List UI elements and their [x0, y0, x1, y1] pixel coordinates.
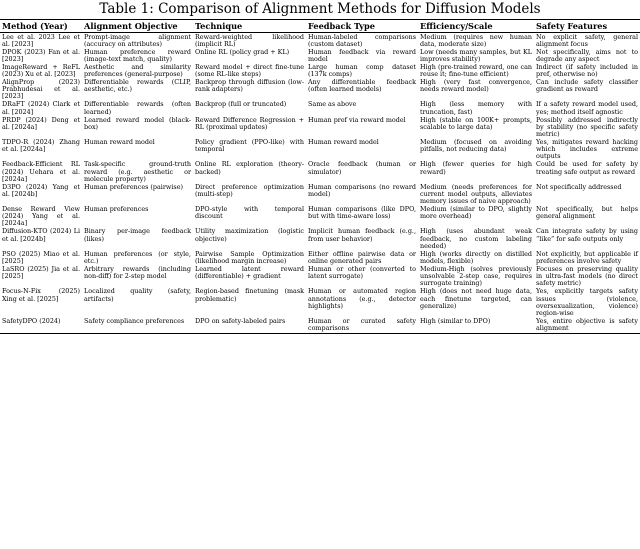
cell-alignment-objective: Learned reward model (black-box)	[84, 116, 191, 131]
cell-technique: Backprop through diffusion (low-rank adapters)	[195, 78, 304, 94]
cell-efficiency-scale: High (uses abundant weak feedback, no custom labeling needed)	[420, 227, 532, 250]
cell-method: DPOK (2023) Fan et al. [2023]	[2, 48, 80, 63]
cell-alignment-objective: Human preferences (or style, etc.)	[84, 250, 191, 265]
table-row	[0, 33, 640, 49]
cell-alignment-objective: Human preferences	[84, 205, 149, 214]
header-feedback-type: Feedback Type	[306, 20, 418, 33]
cell-alignment-objective: Arbitrary rewards (including non-diff) for 2-step model	[84, 265, 191, 281]
table-row	[0, 206, 640, 228]
cell-feedback-type: Human pref via reward model	[308, 116, 406, 124]
cell-technique: Direct preference optimization (multi-step)	[195, 183, 304, 198]
cell-safety-features: No explicit safety, general alignment focus	[536, 32, 638, 48]
cell-method: TDPO-R (2024) Zhang et al. [2024a]	[2, 138, 80, 154]
cell-alignment-objective: Differentiable rewards (CLIP, aesthetic, etc.)	[84, 78, 191, 94]
cell-efficiency-scale: High (similar to DPO)	[418, 317, 534, 333]
cell-alignment-objective: Prompt-image alignment (accuracy on attributes)	[84, 32, 191, 48]
cell-method: D3PO (2024) Yang et al. [2024b]	[2, 183, 80, 198]
cell-technique: Reward model + direct fine-tune (some RL-like steps)	[195, 63, 304, 79]
table-row	[0, 63, 640, 78]
cell-feedback-type: Implicit human feedback (e.g., from user behavior)	[308, 227, 416, 243]
cell-method: DRaFT (2024) Clark et al. [2024]	[2, 100, 80, 116]
cell-technique: Reward-weighted likelihood (implicit RL)	[195, 32, 304, 48]
cell-alignment-objective: Localized quality (safety, artifacts)	[84, 287, 191, 303]
cell-efficiency-scale: Medium (requires new human data, moderate size)	[420, 32, 532, 48]
table-row	[0, 79, 640, 101]
cell-technique: Online RL (policy grad + KL)	[195, 48, 290, 56]
cell-alignment-objective: Human preference reward (image-text match, quality)	[84, 48, 191, 63]
cell-safety-features: Focuses on preserving quality in ultra-fast models (no direct safety metric)	[536, 265, 638, 288]
header-efficiency-scale: Efficiency/Scale	[418, 20, 534, 33]
cell-feedback-type: Oracle feedback (human or simulator)	[308, 160, 416, 176]
cell-technique: Online RL exploration (theory-backed)	[195, 160, 304, 176]
cell-feedback-type: Human comparisons (like DPO, but with time-aware loss)	[308, 205, 416, 221]
cell-technique: Reward Difference Regression + RL (proximal updates)	[195, 116, 304, 131]
cell-feedback-type: Any differentiable feedback (often learned models)	[308, 78, 416, 94]
cell-feedback-type: Human-labeled comparisons (custom dataset)	[308, 32, 416, 48]
cell-safety-features: Could be used for safety by treating safe output as reward	[536, 160, 638, 176]
cell-alignment-objective: Human preferences (pairwise)	[84, 183, 183, 191]
table-row	[0, 288, 640, 318]
cell-method: Diffusion-KTO (2024) Li et al. [2024b]	[2, 227, 80, 243]
header-technique: Technique	[193, 20, 306, 33]
cell-efficiency-scale: Low (needs many samples, but KL improves stability)	[420, 48, 532, 63]
cell-feedback-type: Large human comp dataset (137k comps)	[308, 63, 416, 79]
header-alignment-objective: Alignment Objective	[82, 20, 193, 33]
cell-method: Dense Reward View (2024) Yang et al. [2024a]	[2, 205, 80, 228]
cell-efficiency-scale: High (fewer queries for high reward)	[420, 160, 532, 176]
table-row	[0, 48, 640, 63]
cell-feedback-type: Human or automated region annotations (e.g., detector highlights)	[308, 287, 416, 310]
cell-method: ImageReward + ReFL (2023) Xu et al. [2023]	[2, 63, 80, 79]
table-row	[0, 183, 640, 205]
cell-method: Feedback-Efficient RL (2024) Uehara et al. [2024a]	[2, 160, 80, 183]
cell-feedback-type: Human comparisons (no reward model)	[308, 183, 416, 198]
cell-safety-features: Not specifically, aims not to degrade any aspect	[536, 48, 638, 63]
cell-alignment-objective: Binary per-image feedback (likes)	[84, 227, 191, 243]
table-row	[0, 116, 640, 138]
cell-technique: Pairwise Sample Optimization (likelihood margin increase)	[195, 250, 304, 265]
table-caption: Table 1: Comparison of Alignment Methods for Diffusion Models	[99, 1, 541, 17]
header-method: Method (Year)	[0, 20, 82, 33]
cell-safety-features: Yes, mitigates reward hacking which includes extreme outputs	[536, 138, 638, 161]
table-row	[0, 228, 640, 250]
cell-efficiency-scale: Medium (needs preferences for current model outputs, alleviates memory issues of naive approach)	[420, 183, 532, 206]
cell-feedback-type: Either offline pairwise data or online generated pairs	[308, 250, 416, 265]
cell-efficiency-scale: High (pre-trained reward, one can reuse it; fine-tune efficient)	[420, 63, 532, 79]
cell-safety-features: Not explicitly, but applicable if preferences involve safety	[536, 250, 638, 265]
cell-efficiency-scale: High (works directly on distilled models, flexible)	[420, 250, 532, 265]
cell-method: PRDP (2024) Deng et al. [2024a]	[2, 116, 80, 131]
table-row	[0, 101, 640, 116]
cell-alignment-objective: Task-specific ground-truth reward (e.g. aesthetic or molecule property)	[84, 160, 191, 183]
cell-efficiency-scale: Medium (focused on avoiding pitfalls, not reducing data)	[420, 138, 532, 154]
table-row	[0, 139, 640, 161]
table-row	[0, 266, 640, 288]
cell-safety-features: Not specifically, but helps general alignment	[536, 205, 638, 221]
cell-safety-features: Can integrate safety by using “like” for safe outputs only	[536, 227, 638, 243]
cell-alignment-objective: Safety compliance preferences	[82, 317, 193, 333]
cell-feedback-type: Human feedback via reward model	[308, 48, 416, 63]
cell-method: PSO (2025) Miao et al. [2025]	[2, 250, 80, 265]
table-row	[0, 250, 640, 265]
cell-technique: Policy gradient (PPO-like) with temporal	[195, 138, 304, 154]
cell-alignment-objective: Differentiable rewards (often learned)	[84, 100, 191, 116]
cell-efficiency-scale: Medium (similar to DPO, slightly more overhead)	[420, 205, 532, 221]
cell-method: Focus-N-Fix (2025) Xing et al. [2025]	[2, 287, 80, 303]
cell-efficiency-scale: High (very fast convergence, needs reward model)	[420, 78, 532, 94]
cell-method: SafetyDPO (2024)	[0, 317, 82, 333]
cell-method: LaSRO (2025) Jia et al. [2025]	[2, 265, 80, 281]
cell-method: AlignProp (2023) Prabhudesai et al. [2023]	[2, 78, 80, 101]
comparison-table	[0, 19, 640, 334]
header-safety-features: Safety Features	[534, 20, 640, 33]
cell-alignment-objective: Aesthetic and similarity preferences (general-purpose)	[84, 63, 191, 79]
cell-alignment-objective: Human reward model	[84, 138, 155, 147]
table-row	[0, 161, 640, 183]
cell-safety-features: Yes, entire objective is safety alignment	[536, 317, 638, 333]
cell-technique: Learned latent reward (differentiable) + gradient	[195, 265, 304, 281]
cell-efficiency-scale: High (does not need huge data, each finetune targeted, can generalize)	[420, 287, 532, 310]
cell-technique: Region-based finetuning (mask problematic)	[195, 287, 304, 303]
cell-safety-features: If a safety reward model used, yes; method itself agnostic	[536, 100, 638, 116]
header-row	[0, 20, 640, 33]
cell-feedback-type: Human or other (converted to latent surrogate)	[308, 265, 416, 281]
cell-safety-features: Can include safety classifier gradient as reward	[536, 78, 638, 94]
table-row	[0, 317, 640, 333]
cell-technique: DPO on safety-labeled pairs	[193, 317, 306, 333]
cell-safety-features: Indirect (if safety included in pref, otherwise no)	[536, 63, 638, 79]
cell-feedback-type: Same as above	[308, 100, 357, 109]
cell-method: Lee et al. 2023 Lee et al. [2023]	[2, 32, 80, 48]
cell-technique: DPO-style with temporal discount	[195, 205, 304, 221]
cell-safety-features: Possibly addressed indirectly by stability (no specific safety metric)	[536, 116, 638, 138]
cell-safety-features: Not specifically addressed	[536, 183, 622, 191]
cell-safety-features: Yes, explicitly targets safety issues (violence, oversexualization, violence) region-wise	[536, 287, 638, 317]
cell-efficiency-scale: Medium-High (solves previously unsolvable 2-step case, requires surrogate training)	[420, 265, 532, 288]
cell-feedback-type: Human reward model	[308, 138, 379, 147]
cell-efficiency-scale: High (less memory with truncation, fast)	[420, 100, 532, 116]
cell-technique: Backprop (full or truncated)	[195, 100, 287, 109]
cell-feedback-type: Human or curated safety comparisons	[308, 317, 416, 333]
cell-efficiency-scale: High (stable on 100K+ prompts, scalable to large data)	[420, 116, 532, 131]
cell-technique: Utility maximization (logistic objective)	[195, 227, 304, 243]
